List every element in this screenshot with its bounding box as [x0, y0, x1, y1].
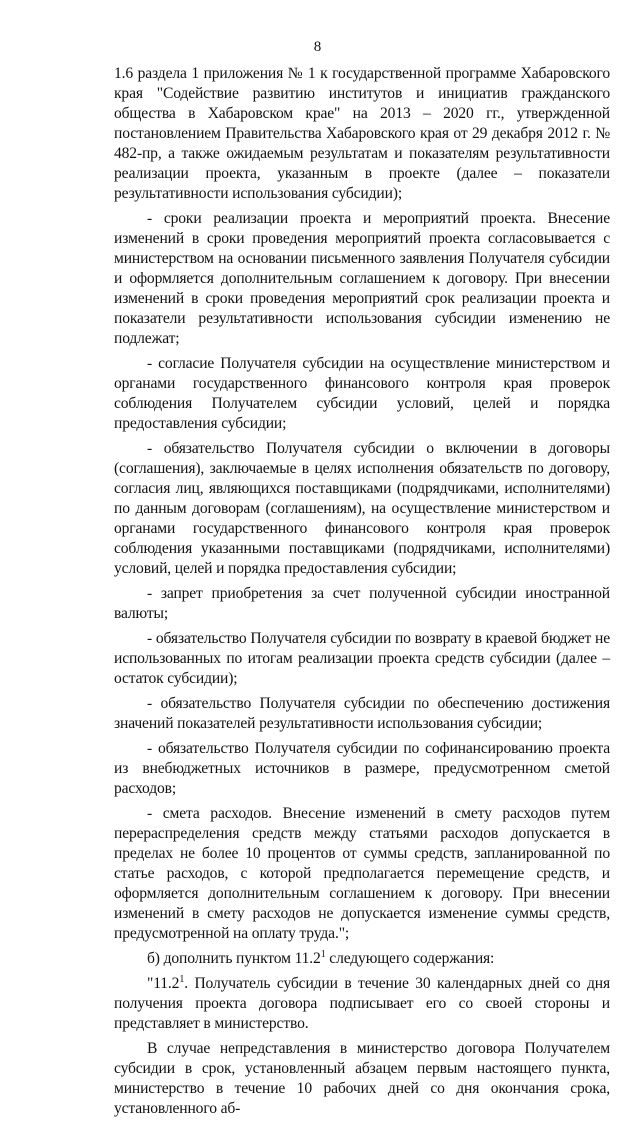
paragraph: В случае непредставления в министерство договора Получателем субсидии в срок, установленный абзацем первым настоящего пункта, министерство в течение 10 рабочих дней со дня окончания срока, установленного аб-: [114, 1040, 610, 1117]
paragraph: 1.6 раздела 1 приложения № 1 к государственной программе Хабаровского края "Содействие развитию институтов и инициатив гражданского общества в Хабаровском крае" на 2013 – 2020 гг., утвержденной постановлением Правительства Хабаровского края от 29 декабря 2012 г. № 482-пр, а также ожидаемым результатам и показателям результативности реализации проекта, указанным в проекте (далее – показатели результативности использования субсидии);: [114, 65, 610, 202]
paragraph: - обязательство Получателя субсидии по софинансированию проекта из внебюджетных источников в размере, предусмотренном сметой расходов;: [114, 740, 610, 797]
paragraph-amendment-b: [114, 949, 610, 969]
paragraph: - запрет приобретения за счет полученной субсидии иностранной валюты;: [114, 585, 610, 622]
paragraph: - обязательство Получателя субсидии по обеспечению достижения значений показателей результативности использования субсидии;: [114, 695, 610, 732]
paragraph-new-clause: [114, 974, 610, 1034]
superscript: 1: [179, 973, 185, 985]
superscript: 1: [320, 948, 326, 960]
text-span: "11.2: [147, 975, 180, 992]
text-span: следующего содержания:: [325, 950, 495, 967]
paragraph: - сроки реализации проекта и мероприятий проекта. Внесение изменений в сроки проведения мероприятий проекта согласовывается с министерством на основании письменного заявления Получателя субсидии и оформляется дополнительным соглашением к договору. При внесении изменений в сроки проведения мероприятий срок реализации проекта и показатели результативности использования субсидии изменению не подлежат;: [114, 210, 610, 347]
text-span: . Получатель субсидии в течение 30 календарных дней со дня получения проекта договора подписывает его со своей стороны и представляет в министерство.: [114, 975, 610, 1032]
paragraph: - смета расходов. Внесение изменений в смету расходов путем перераспределения средств между статьями расходов допускается в пределах не более 10 процентов от суммы средств, запланированной по статье расходов, с которой предполагается перемещение средств, и оформляется дополнительным соглашением к договору. При внесении изменений в смету расходов не допускается изменение суммы средств, предусмотренной на оплату труда.";: [114, 805, 610, 942]
page-number: 8: [313, 39, 322, 55]
paragraph: - обязательство Получателя субсидии по возврату в краевой бюджет не использованных по итогам реализации проекта средств субсидии (далее – остаток субсидии);: [114, 630, 610, 687]
text-span: б) дополнить пунктом 11.2: [147, 950, 321, 967]
document-body: [114, 64, 610, 1124]
paragraph: - обязательство Получателя субсидии о включении в договоры (соглашения), заключаемые в целях исполнения обязательств по договору, согласия лиц, являющихся поставщиками (подрядчиками, исполнителями) по данным договорам (соглашениям), на осуществление министерством и органами государственного финансового контроля края проверок соблюдения указанными поставщиками (подрядчиками, исполнителями) условий, целей и порядка предоставления субсидии;: [114, 440, 610, 577]
paragraph: - согласие Получателя субсидии на осуществление министерством и органами государственного финансового контроля края проверок соблюдения Получателем субсидии условий, целей и порядка предоставления субсидии;: [114, 355, 610, 432]
